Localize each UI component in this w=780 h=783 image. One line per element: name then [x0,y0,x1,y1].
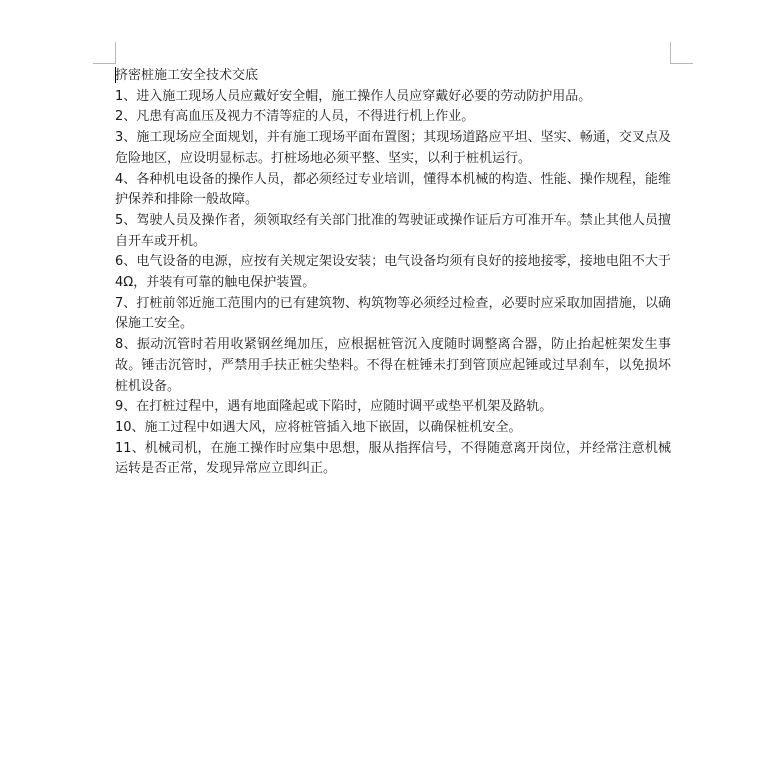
crop-mark-top-right-vertical [670,42,671,64]
paragraph: 3、施工现场应全面规划，并有施工现场平面布置图；其现场道路应平坦、坚实、畅通，交叉点及危险地区，应设明显标志。打桩场地必须平整、坚实，以利于桩机运行。 [115,130,671,166]
crop-mark-top-left-horizontal [93,63,115,64]
paragraph: 7、打桩前邻近施工范围内的已有建筑物、构筑物等必须经过检查，必要时应采取加固措施，以确保施工安全。 [115,295,671,332]
crop-mark-top-right-horizontal [671,63,693,64]
document-body[interactable] [115,66,671,480]
paragraph: 11、机械司机，在施工操作时应集中思想，服从指挥信号，不得随意离开岗位，并经常注意机械运转是否正常，发现异常应立即纠正。 [115,440,671,477]
paragraph: 4、各种机电设备的操作人员，都必须经过专业培训，懂得本机械的构造、性能、操作规程，能维护保养和排除一般故障。 [115,171,671,208]
paragraph: 1、进入施工现场人员应戴好安全帽，施工操作人员应穿戴好必要的劳动防护用品。 [115,88,592,104]
document-title: 挤密桩施工安全技术交底 [115,68,259,83]
paragraph: 5、驾驶人员及操作者，须领取经有关部门批准的驾驶证或操作证后方可准开车。禁止其他人员擅自开车或开机。 [115,212,671,249]
paragraph: 6、电气设备的电源，应按有关规定架设安装；电气设备均须有良好的接地接零，接地电阻不大于 4Ω，并装有可靠的触电保护装置。 [115,254,671,291]
paragraph: 2、凡患有高血压及视力不清等症的人员，不得进行机上作业。 [115,109,475,125]
paragraph: 8、振动沉管时若用收紧钢丝绳加压，应根据桩管沉入度随时调整离合器，防止抬起桩架发生事故。锤击沉管时，严禁用手扶正桩尖垫料。不得在桩锤未打到管顶应起锤或过早刹车，以免损坏桩机设备。 [115,337,671,394]
paragraph: 10、施工过程中如遇大风，应将桩管插入地下嵌固，以确保桩机安全。 [115,419,522,435]
crop-mark-top-left-vertical [115,42,116,64]
paragraph: 9、在打桩过程中，遇有地面隆起或下陷时，应随时调平或垫平机架及路轨。 [115,399,553,415]
